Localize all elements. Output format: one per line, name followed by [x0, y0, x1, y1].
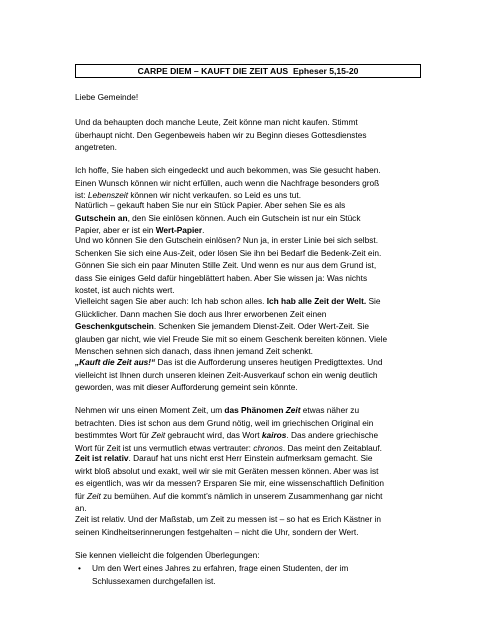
- emphasis-chronos: chronos: [253, 442, 283, 453]
- emphasis-phaenomen: das Phänomen: [224, 405, 286, 415]
- emphasis-lebenszeit: Lebenszeit: [87, 190, 129, 200]
- emphasis-geschenkgutschein: Geschenkgutschein: [75, 321, 154, 331]
- paragraph-10: Sie kennen vielleicht die folgenden Überlegungen:: [75, 550, 260, 560]
- paragraph-3: Natürlich – gekauft haben Sie nur ein Stück Papier. Aber sehen Sie es als Gutschein an, den Sie einlösen können. Auch ein Gutschein ist nur ein Stück Papier, aber er ist ein Wert-Papier.: [75, 200, 361, 235]
- emphasis-gutschein: Gutschein an: [75, 212, 128, 223]
- paragraph-2: Ich hoffe, Sie haben sich eingedeckt und auch bekommen, was Sie gesucht haben. Einen Wunsch können wir nicht erfüllen, auch wenn die Nachfrage besonders groß ist: Lebenszeit können wir nicht verkaufen. so Leid es uns tut.: [75, 165, 381, 200]
- paragraph-7: Nehmen wir uns einen Moment Zeit, um das Phänomen Zeit etwas näher zu betrachten. Dies ist schon aus dem Grund nötig, weil im griechischen Original ein bestimmtes Wort für Zeit gebraucht wird, das Wort kairos. Das andere griechische Wort für Zeit ist uns vermutlich etwas vertrauter: chronos. Das meint den Zeitablauf.: [75, 405, 382, 453]
- paragraph-5: Vielleicht sagen Sie aber auch: Ich hab schon alles. Ich hab alle Zeit der Welt. Sie Glücklicher. Dann machen Sie doch aus Ihrer erworbenen Zeit einen Geschenkgutschein. Schenken Sie jemandem Dienst-Zeit. Oder Wert-Zeit. Sie glauben gar nicht, wie viel Freude Sie mit so einem Geschenk bereiten können. Viele Menschen sehnen sich danach, dass ihnen jemand Zeit schenkt.: [75, 296, 388, 356]
- emphasis-wert-papier: Wert-Papier: [155, 225, 203, 235]
- paragraph-9: Zeit ist relativ. Und der Maßstab, um Zeit zu messen ist – so hat es Erich Kästner in seinen Kindheitserinnerungen festgehalten – nicht die Uhr, sondern der Wert.: [75, 514, 382, 537]
- scripture-reference: Epheser 5,15-20: [292, 66, 359, 76]
- sermon-title: CARPE DIEM – KAUFT DIE ZEIT AUS: [137, 66, 289, 76]
- emphasis-zeit: Zeit: [285, 405, 301, 415]
- emphasis-kauft-die-zeit-aus: „Kauft die Zeit aus!“: [75, 357, 156, 367]
- bullet-icon: •: [78, 563, 81, 573]
- paragraph-6: „Kauft die Zeit aus!“ Das ist die Aufforderung unseres heutigen Predigttextes. Und vielleicht ist Ihnen durch unseren kleinen Zeit-Ausverkauf schon ein wenig deutlich geworden, was mit dieser Aufforderung gemeint sein könnte.: [75, 357, 383, 392]
- emphasis-kairos: kairos: [261, 430, 287, 440]
- paragraph-1: Und da behaupten doch manche Leute, Zeit könne man nicht kaufen. Stimmt überhaupt nicht. Den Gegenbeweis haben wir zu Beginn dieses Gottesdienstes angetreten.: [75, 117, 367, 152]
- bullet-list: • Um den Wert eines Jahres zu erfahren, frage einen Studenten, der im Schlussexamen durchgefallen ist.: [75, 562, 427, 587]
- paragraph-8: Zeit ist relativ. Darauf hat uns nicht erst Herr Einstein aufmerksam gemacht. Sie wirkt bloß absolut und exakt, weil wir sie mit Geräten messen können. Aber was ist es eigentlich, was wir da messen? Ersparen Sie mir, eine wissenschaftlich Definition für Zeit zu bemühen. Auf die kommt’s nämlich in unserem Zusammenhang gar nicht an.: [75, 453, 384, 513]
- list-item: • Um den Wert eines Jahres zu erfahren, frage einen Studenten, der im: [78, 563, 349, 573]
- paragraph-4: Und wo können Sie den Gutschein einlösen? Nun ja, in erster Linie bei sich selbst. Schenken Sie sich eine Aus-Zeit, oder lösen Sie ihn bei Bedarf die Bedenk-Zeit ein. Gönnen Sie sich ein paar Minuten Stille Zeit. Und wenn es nur aus dem Grund ist, dass Sie einiges Geld dafür hingeblättert haben. Aber Sie wissen ja: Was nichts kostet, ist auch nichts wert.: [75, 235, 382, 295]
- emphasis-alle-zeit: Ich hab alle Zeit der Welt.: [266, 296, 367, 306]
- salutation: Liebe Gemeinde!: [75, 92, 139, 102]
- emphasis-zeit-ist-relativ: Zeit ist relativ: [75, 453, 129, 463]
- sermon-title-box: [75, 64, 421, 78]
